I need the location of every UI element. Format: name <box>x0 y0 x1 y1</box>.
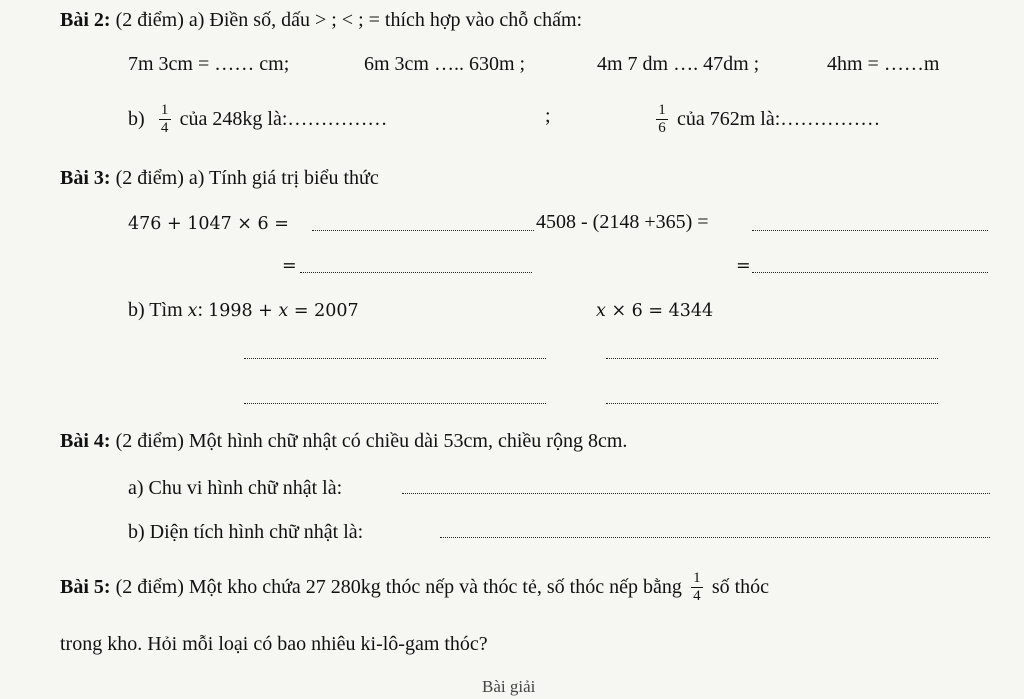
bai3-title: Bài 3: <box>60 167 111 189</box>
fraction-one-quarter <box>691 571 703 604</box>
answer-dotted-line <box>752 272 988 273</box>
variable-x: x <box>596 301 606 321</box>
bai2-item-4: 4hm = ……m <box>827 53 940 75</box>
bai2-semicolon: ; <box>545 105 551 127</box>
fraction-numerator: 1 <box>658 102 666 118</box>
bai2-item-3: 4m 7 dm …. 47dm ; <box>597 53 760 75</box>
bai3-part-b <box>128 298 359 323</box>
bai2-item-1: 7m 3cm = …… cm; <box>128 53 290 75</box>
bai5-solution-heading: Bài giải <box>482 677 536 696</box>
bai4-part-a: a) Chu vi hình chữ nhật là: <box>128 477 343 499</box>
bai4-intro: (2 điểm) Một hình chữ nhật có chiều dài 53cm, chiều rộng 8cm. <box>110 430 628 452</box>
fraction-numerator: 1 <box>693 570 701 586</box>
bai3-expression-1: 476 + 1047 × 6 = <box>128 214 289 234</box>
variable-x: x <box>187 301 198 321</box>
answer-dotted-line <box>300 272 532 273</box>
bai5-line-2: trong kho. Hỏi mỗi loại có bao nhiêu ki-lô-gam thóc? <box>60 633 488 655</box>
answer-dotted-line <box>606 358 938 359</box>
bai5-title: Bài 5: <box>60 576 111 599</box>
bai3-heading <box>60 166 379 190</box>
bai4-heading <box>60 429 627 453</box>
bai4-title: Bài 4: <box>60 430 111 452</box>
answer-dotted-line <box>244 403 546 404</box>
bai2-part-b-right <box>652 104 880 137</box>
fraction-denominator: 6 <box>658 120 666 136</box>
answer-dotted-line <box>752 230 988 231</box>
fraction-one-quarter <box>159 103 171 136</box>
answer-dotted-line <box>440 537 990 538</box>
fraction-one-sixth <box>656 103 668 136</box>
bai2-part-b-left <box>128 104 387 137</box>
bai3-intro: (2 điểm) a) Tính giá trị biểu thức <box>110 167 379 189</box>
bai5-intro-end: số thóc <box>711 576 770 599</box>
bai3-expression-2: 4508 - (2148 +365) = <box>536 211 709 233</box>
bai3-b-label: b) Tìm <box>128 299 188 321</box>
answer-dotted-line <box>312 230 534 231</box>
fraction-denominator: 4 <box>160 120 169 136</box>
variable-x: x <box>278 301 289 321</box>
bai3-equals-1: = <box>282 256 297 276</box>
bai2-item-2: 6m 3cm ….. 630m ; <box>364 53 526 75</box>
bai3-expression-4b: × 6 = 4344 <box>605 301 714 321</box>
bai4-part-b: b) Diện tích hình chữ nhật là: <box>128 521 364 543</box>
bai2-b-text-2: của 762m là:…………… <box>677 108 881 131</box>
answer-dotted-line <box>244 358 546 359</box>
bai2-b-text-1: của 248kg là:…………… <box>179 108 388 131</box>
answer-dotted-line <box>606 403 938 404</box>
bai2-intro: (2 điểm) a) Điền số, dấu > ; < ; = thích hợp vào chỗ chấm: <box>110 9 583 31</box>
bai2-title: Bài 2: <box>60 9 111 31</box>
fraction-numerator: 1 <box>160 102 169 118</box>
bai3-b-colon: : <box>197 299 204 321</box>
bai3-equals-2: = <box>736 256 751 276</box>
bai3-expression-3b: = 2007 <box>288 301 359 321</box>
bai5-intro: (2 điểm) Một kho chứa 27 280kg thóc nếp và thóc tẻ, số thóc nếp bằng <box>110 576 682 599</box>
answer-dotted-line <box>402 493 990 494</box>
bai3-expression-3a: 1998 + <box>208 301 279 321</box>
bai2-b-label: b) <box>128 108 145 131</box>
bai5-heading <box>60 572 769 605</box>
fraction-denominator: 4 <box>693 588 701 604</box>
bai2-heading <box>60 8 582 32</box>
bai3-expression-4 <box>596 298 713 323</box>
